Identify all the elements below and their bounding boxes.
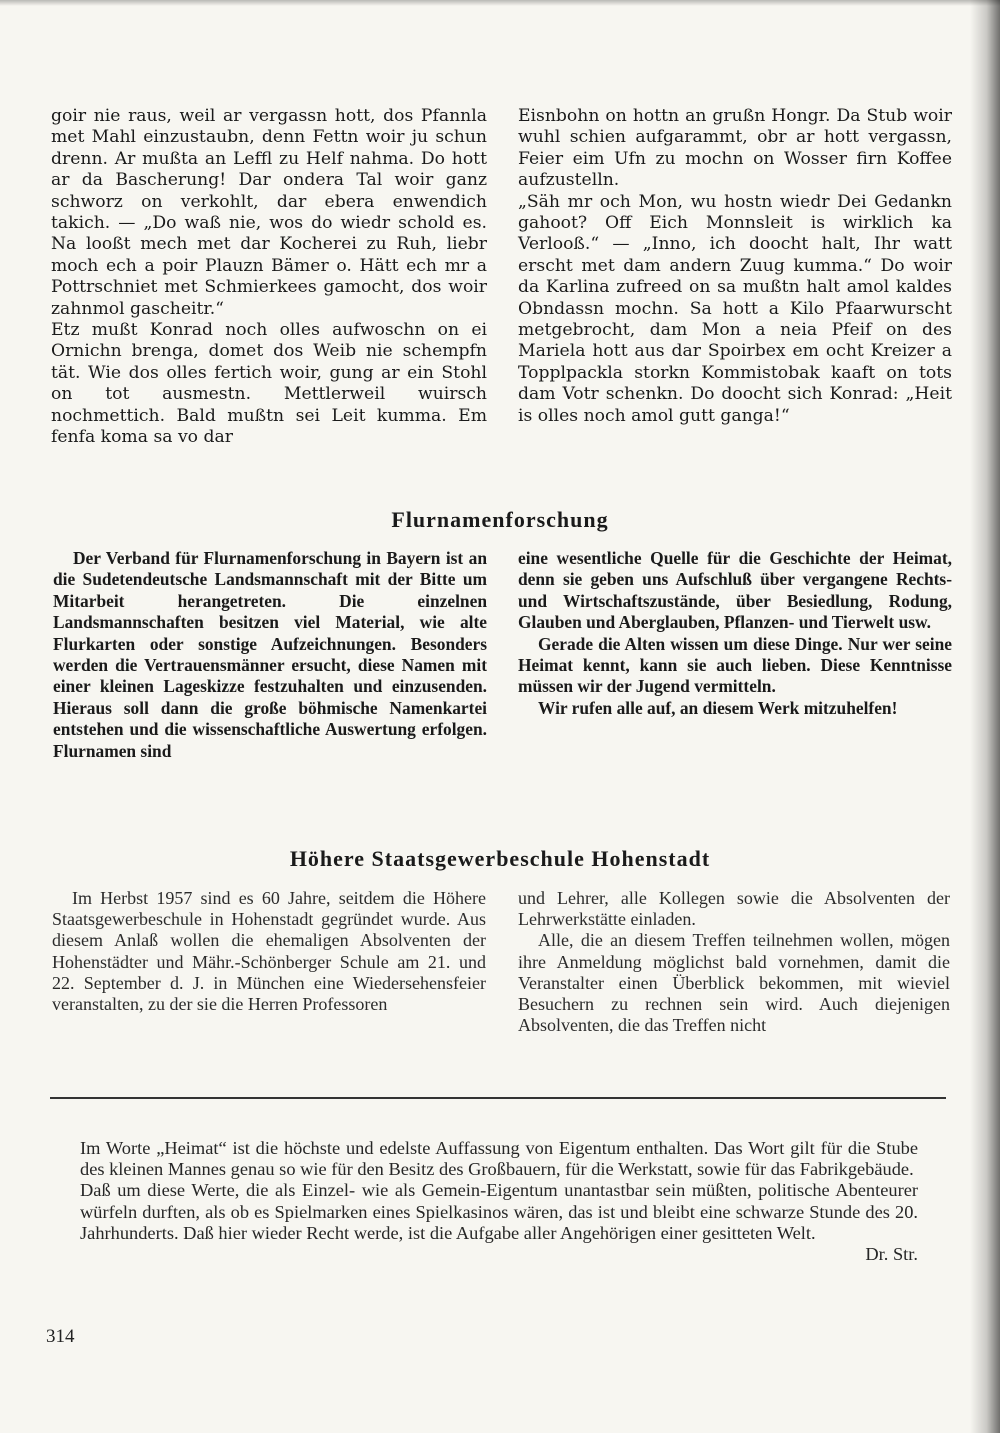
paragraph: „Säh mr och Mon, wu hostn wiedr Dei Gedankn gahoot? Off Eich Monnsleit is wirklich ka Verlooß.“ — „Inno, ich doocht halt, Ihr watt erscht met dam andern Zuug kumma.“ Do woir da Karlina zufreed on sa mußtn halt amol kaldes Obndassn mochn. Sa hott a Kilo Pfaarwurscht metgebrocht, dam Mon a neia Pfeif on des Mariela hott aus dar Spoirbex em ocht Kreizer a Topplpackla storkn Kommistobak kaaft on tots dam Votr schenkn. Do doocht sich Konrad: „Heit is olles noch amol gutt ganga!“ [518, 191, 952, 426]
paragraph: Alle, die an diesem Treffen teilnehmen wollen, mögen ihre Anmeldung möglichst bald vornehmen, damit die Veranstalter einen Überblick bekommen, mit wieviel Besuchern zu rechnen sein wird. Auch diejenigen Absolventen, die das Treffen nicht [518, 930, 950, 1036]
paragraph: Daß um diese Werte, die als Einzel- wie als Gemein-Eigentum unantastbar sein müßten, politische Abenteurer würfeln durften, als ob es Spielmarken eines Spielkasinos wären, das ist und bleibt eine schwarze Stunde des 20. Jahrhunderts. Daß hier wieder Recht werde, ist die Aufgabe aller Angehörigen einer gesitteten Welt. [80, 1180, 918, 1243]
story-right-column [518, 106, 952, 427]
section-heading-schule: Höhere Staatsgewerbeschule Hohenstadt [289, 846, 711, 871]
paragraph: Im Herbst 1957 sind es 60 Jahre, seitdem die Höhere Staatsgewerbeschule in Hohenstadt gegründet wurde. Aus diesem Anlaß wollen die ehemaligen Absolventen der Hohenstädter und Mähr.-Schönberger Schule am 21. und 22. September d. J. in München eine Wiedersehensfeier veranstalten, zu der sie die Herren Professoren [52, 888, 486, 1015]
signature: Dr. Str. [865, 1244, 918, 1265]
schule-left-column [52, 888, 486, 1015]
flurnamen-left-column [53, 548, 487, 762]
heimat-quote [80, 1138, 918, 1265]
paragraph: goir nie raus, weil ar vergassn hott, dos Pfannla met Mahl einzustaubn, denn Fettn woir ju schun drenn. Ar mußta an Leffl zu Helf nahma. Do hott ar da Bascherung! Dar ondera Tal woir ganz schworz on verkohlt, dar ebera enwendich takich. — „Do waß nie, wos do wiedr schold es. Na looßt mech met dar Kocherei zu Ruh, liebr moch ech a poir Plauzn Bämer o. Hätt ech mr a Pottrschniet met Schmierkees gamocht, dos woir zahnmol gascheitr.“ [51, 106, 487, 319]
schule-right-column [518, 888, 950, 1036]
binding-shadow [970, 0, 1000, 1433]
section-heading-flurnamen: Flurnamenforschung [391, 507, 609, 532]
flurnamen-right-column [518, 548, 952, 719]
paragraph: und Lehrer, alle Kollegen sowie die Absolventen der Lehrwerkstätte einladen. [518, 888, 950, 930]
paragraph: Gerade die Alten wissen um diese Dinge. Nur wer seine Heimat kennt, kann sie auch lieben. Diese Kenntnisse müssen wir der Jugend vermitteln. [518, 633, 952, 697]
page-top-edge [0, 0, 1000, 6]
paragraph: Im Worte „Heimat“ ist die höchste und edelste Auffassung von Eigentum enthalten. Das Wort gilt für die Stube des kleinen Mannes genau so wie für den Besitz des Großbauern, für die Werkstatt, sowie für das Fabrikgebäude. [80, 1138, 918, 1180]
paragraph: eine wesentliche Quelle für die Geschichte der Heimat, denn sie geben uns Aufschluß über vergangene Rechts- und Wirtschaftszustände, über Besiedlung, Rodung, Glauben und Aberglauben, Pflanzen- und Tierwelt usw. [518, 548, 952, 633]
page-number: 314 [46, 1326, 75, 1347]
paragraph: Der Verband für Flurnamenforschung in Bayern ist an die Sudetendeutsche Landsmannschaft mit der Bitte um Mitarbeit herangetreten. Die einzelnen Landsmannschaften besitzen viel Material, wie alte Flurkarten oder sonstige Aufzeichnungen. Besonders werden die Vertrauensmänner ersucht, diese Namen mit einer kleinen Lageskizze festzuhalten und einzusenden. Hieraus soll dann die große böhmische Namenkartei entstehen und die wissenschaftliche Auswertung erfolgen. Flurnamen sind [53, 548, 487, 761]
paragraph: Etz mußt Konrad noch olles aufwoschn on ei Ornichn brenga, domet dos Weib nie schempfn tät. Wie dos olles fertich woir, gung ar ein Stohl on tot ausmestn. Mettlerweil wuirsch nochmettich. Bald mußtn sei Leit kumma. Em fenfa koma sa vo dar [51, 320, 487, 448]
horizontal-rule [50, 1097, 946, 1099]
paragraph: Wir rufen alle auf, an diesem Werk mitzuhelfen! [538, 697, 898, 718]
story-left-column [51, 106, 487, 449]
paragraph: Eisnbohn on hottn an grußn Hongr. Da Stub woir wuhl schien aufgarammt, obr ar hott vergassn, Feier eim Ufn zu mochn on Wosser firn Koffee aufzustelln. [518, 106, 952, 191]
